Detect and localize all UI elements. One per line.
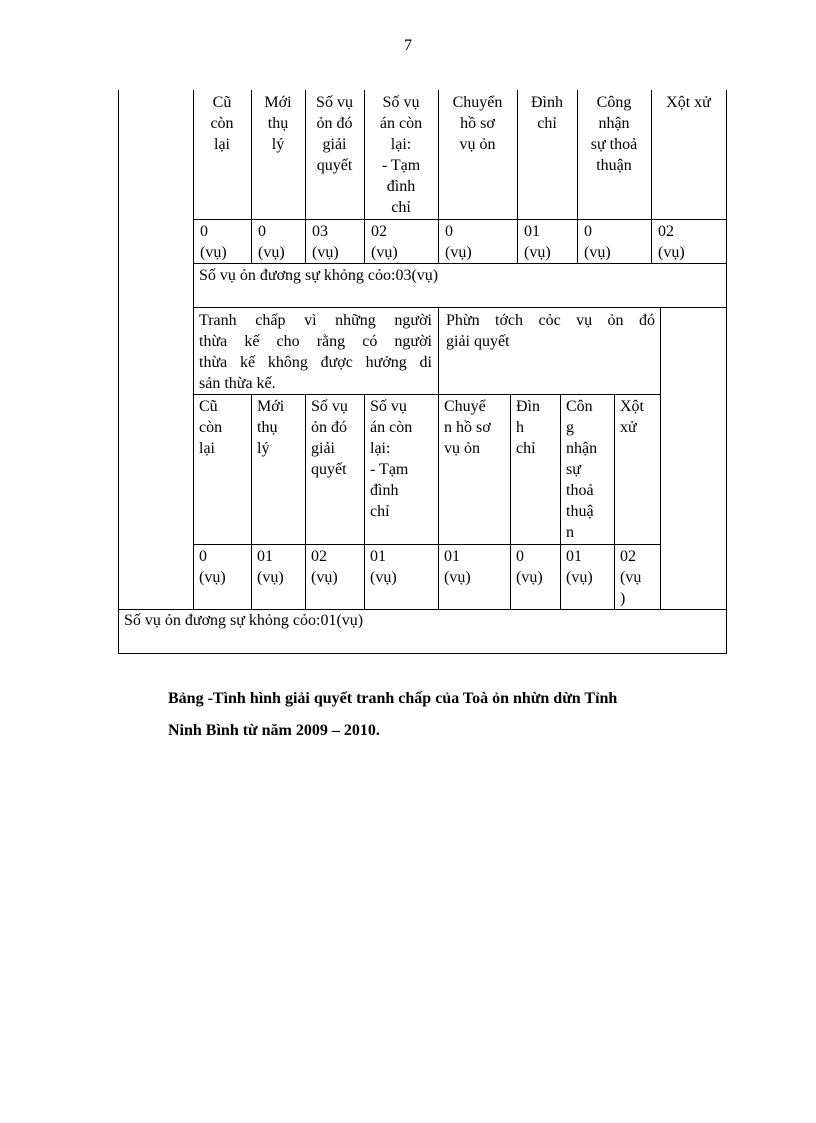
value-cell xyxy=(445,221,515,263)
header-cell xyxy=(519,92,575,134)
rule xyxy=(510,394,511,609)
value-cell xyxy=(658,221,724,263)
header-cell-2-line: xử xyxy=(620,419,637,436)
value-cell-2-line: (vụ) xyxy=(311,569,338,586)
rule xyxy=(305,394,306,609)
rule xyxy=(118,653,727,654)
value-cell-line: (vụ) xyxy=(584,244,611,261)
value-cell-2 xyxy=(444,546,509,588)
dispute-type-cell-line: thừa kế cho rằng có người xyxy=(199,333,432,350)
header-cell xyxy=(579,92,649,176)
value-cell-line: (vụ) xyxy=(658,244,685,261)
header-cell-2-line: chỉ xyxy=(516,440,536,457)
value-cell-line: 0 xyxy=(200,223,208,240)
header-cell-2-line: thuậ xyxy=(566,503,594,520)
summary-row-1 xyxy=(199,265,699,286)
value-cell-2 xyxy=(516,546,559,588)
header-cell-2-line: vụ ỏn xyxy=(444,440,480,457)
value-cell xyxy=(258,221,303,263)
header-cell-2 xyxy=(311,396,363,480)
header-cell xyxy=(366,92,436,218)
header-cell xyxy=(653,92,724,113)
summary-row-1-line: Số vụ ỏn đương sự khỏng cỏo:03(vụ) xyxy=(199,267,439,284)
header-cell-line: Số vụ xyxy=(382,94,420,111)
value-cell-2-line: 0 xyxy=(199,548,207,565)
header-cell-2-line: lý xyxy=(257,440,270,457)
header-cell xyxy=(307,92,362,176)
value-cell xyxy=(524,221,575,263)
header-cell-2 xyxy=(257,396,304,459)
header-cell-2-line: còn xyxy=(199,419,223,436)
header-cell-line: Số vụ xyxy=(316,94,353,111)
rule xyxy=(577,90,578,264)
table-caption-line-2: Ninh Bình từ năm 2009 – 2010. xyxy=(168,722,380,739)
header-cell-2-line: án còn xyxy=(370,419,413,436)
rule xyxy=(660,307,661,609)
rule xyxy=(193,307,726,308)
header-cell-line: Đình xyxy=(531,94,563,111)
dispute-type-cell-line: sản thừa kế. xyxy=(199,375,276,392)
value-cell-2-line: 02 xyxy=(620,548,636,565)
header-cell-line: Xột xử xyxy=(666,94,711,111)
header-cell-2-line: ỏn đó xyxy=(311,419,347,436)
header-cell-2-line: - Tạm xyxy=(370,461,409,478)
rule xyxy=(193,219,726,220)
header-cell-2-line: Chuyể xyxy=(444,398,486,415)
header-cell-line: thụ xyxy=(267,115,289,132)
header-cell xyxy=(440,92,515,155)
rule xyxy=(726,90,727,654)
summary-row-total-line: Số vụ ỏn đương sự khỏng cỏo:01(vụ) xyxy=(124,612,364,629)
header-cell-2-line: g xyxy=(566,419,574,436)
header-cell-2-line: Mới xyxy=(257,398,285,415)
rule xyxy=(193,394,660,395)
rule xyxy=(651,90,652,264)
header-cell-2-line: giải xyxy=(311,440,335,457)
header-cell-line: hồ sơ xyxy=(460,115,495,132)
header-cell-line: còn xyxy=(210,115,234,132)
rule xyxy=(517,90,518,264)
header-cell-line: thuận xyxy=(596,157,632,174)
header-cell-2 xyxy=(370,396,437,522)
rule xyxy=(614,394,615,609)
value-cell-line: 02 xyxy=(658,223,674,240)
header-cell-line: lý xyxy=(271,136,285,153)
header-cell-2-line: thoả xyxy=(566,482,594,499)
header-cell-line: giải xyxy=(322,136,347,153)
header-cell-2 xyxy=(620,396,659,438)
header-cell-2-line: sự xyxy=(566,461,581,478)
header-cell-line: án còn xyxy=(379,115,423,132)
value-cell-2-line: (vụ) xyxy=(199,569,226,586)
header-cell-line: lại: xyxy=(390,136,412,153)
header-cell-line: Công xyxy=(596,94,632,111)
value-cell-2-line: 01 xyxy=(566,548,582,565)
table-caption-line-1: Bảng -Tình hình giải quyết tranh chấp của Toà ỏn nhừn dừn Tỉnh xyxy=(168,690,618,707)
value-cell-2 xyxy=(311,546,363,588)
rule xyxy=(251,90,252,264)
header-cell-2-line: chỉ xyxy=(370,503,390,520)
rule xyxy=(560,394,561,609)
header-cell-2-line: Xột xyxy=(620,398,644,415)
value-cell-2-line: 01 xyxy=(370,548,386,565)
rule xyxy=(438,90,439,264)
header-cell-line: chỉ xyxy=(537,115,557,132)
value-cell-2 xyxy=(566,546,613,588)
value-cell-2-line: ) xyxy=(620,590,626,607)
rule xyxy=(118,90,119,654)
header-cell-2-line: h xyxy=(516,419,524,436)
value-cell-2-line: (vụ) xyxy=(516,569,543,586)
header-cell-line: nhận xyxy=(598,115,630,132)
header-cell-line: Mới xyxy=(264,94,292,111)
header-cell-line: sự thoả xyxy=(590,136,638,153)
header-cell-2 xyxy=(516,396,559,459)
value-cell-line: (vụ) xyxy=(445,244,472,261)
header-cell xyxy=(253,92,303,155)
analysis-header-cell xyxy=(446,310,655,352)
header-cell-2-line: Đìn xyxy=(516,398,540,415)
value-cell-2-line: 02 xyxy=(311,548,327,565)
rule xyxy=(364,394,365,609)
rule xyxy=(193,263,726,264)
value-cell-line: 02 xyxy=(371,223,387,240)
value-cell-2-line: (vụ) xyxy=(566,569,593,586)
rule xyxy=(438,394,439,609)
dispute-type-cell-line: Tranh chấp vì những người xyxy=(199,312,432,329)
header-cell-2-line: Cũ xyxy=(199,398,218,415)
value-cell-line: 0 xyxy=(584,223,592,240)
analysis-header-cell-line: giải quyết xyxy=(446,333,510,350)
header-cell-line: lại xyxy=(214,136,230,153)
value-cell-line: (vụ) xyxy=(524,244,551,261)
value-cell-2 xyxy=(620,546,659,609)
value-cell xyxy=(200,221,249,263)
value-cell-2 xyxy=(199,546,250,588)
rule xyxy=(193,90,194,610)
header-cell-2 xyxy=(199,396,250,459)
header-cell-line: quyết xyxy=(316,157,353,174)
header-cell-2-line: Số vụ xyxy=(370,398,407,415)
value-cell-line: 01 xyxy=(524,223,540,240)
value-cell-2-line: 01 xyxy=(444,548,460,565)
dispute-type-cell-line: thừa kế không được hưởng di xyxy=(199,354,432,371)
page-number: 7 xyxy=(404,37,412,54)
value-cell xyxy=(312,221,362,263)
value-cell-line: (vụ) xyxy=(200,244,227,261)
value-cell-2-line: 0 xyxy=(516,548,524,565)
value-cell-2-line: (vụ) xyxy=(444,569,471,586)
value-cell-line: (vụ) xyxy=(312,244,339,261)
dispute-type-cell xyxy=(199,310,432,394)
rule xyxy=(305,90,306,264)
header-cell-line: vụ ỏn xyxy=(459,136,496,153)
header-cell-2-line: lại: xyxy=(370,440,391,457)
value-cell-line: 03 xyxy=(312,223,328,240)
header-cell xyxy=(195,92,249,155)
analysis-header-cell-line: Phừn tớch cỏc vụ ỏn đó xyxy=(446,312,655,329)
value-cell-line: (vụ) xyxy=(371,244,398,261)
header-cell-2-line: lại xyxy=(199,440,215,457)
header-cell-2-line: nhận xyxy=(566,440,598,457)
rule xyxy=(251,394,252,609)
header-cell-2-line: quyết xyxy=(311,461,347,478)
value-cell-2-line: 01 xyxy=(257,548,273,565)
rule xyxy=(118,609,727,610)
value-cell-2-line: (vụ) xyxy=(370,569,397,586)
header-cell-2 xyxy=(566,396,613,543)
header-cell-line: Cũ xyxy=(212,94,232,111)
header-cell-line: chỉ xyxy=(391,199,411,216)
header-cell-2-line: n xyxy=(566,524,574,541)
summary-row-total xyxy=(124,610,714,631)
header-cell-line: đình xyxy=(386,178,416,195)
header-cell-line: ỏn đó xyxy=(316,115,353,132)
header-cell-2-line: thụ xyxy=(257,419,278,436)
value-cell-line: (vụ) xyxy=(258,244,285,261)
rule xyxy=(438,307,439,395)
header-cell-2-line: Côn xyxy=(566,398,593,415)
value-cell xyxy=(371,221,436,263)
header-cell-line: - Tạm xyxy=(381,157,421,174)
value-cell-2 xyxy=(370,546,437,588)
value-cell-line: 0 xyxy=(258,223,266,240)
rule xyxy=(193,544,660,545)
header-cell-2 xyxy=(444,396,509,459)
value-cell-2 xyxy=(257,546,304,588)
value-cell xyxy=(584,221,649,263)
value-cell-2-line: (vụ xyxy=(620,569,642,586)
header-cell-2-line: đình xyxy=(370,482,399,499)
value-cell-2-line: (vụ) xyxy=(257,569,284,586)
header-cell-2-line: n hồ sơ xyxy=(444,419,491,436)
rule xyxy=(364,90,365,264)
header-cell-2-line: Số vụ xyxy=(311,398,348,415)
header-cell-line: Chuyển xyxy=(452,94,503,111)
value-cell-line: 0 xyxy=(445,223,453,240)
